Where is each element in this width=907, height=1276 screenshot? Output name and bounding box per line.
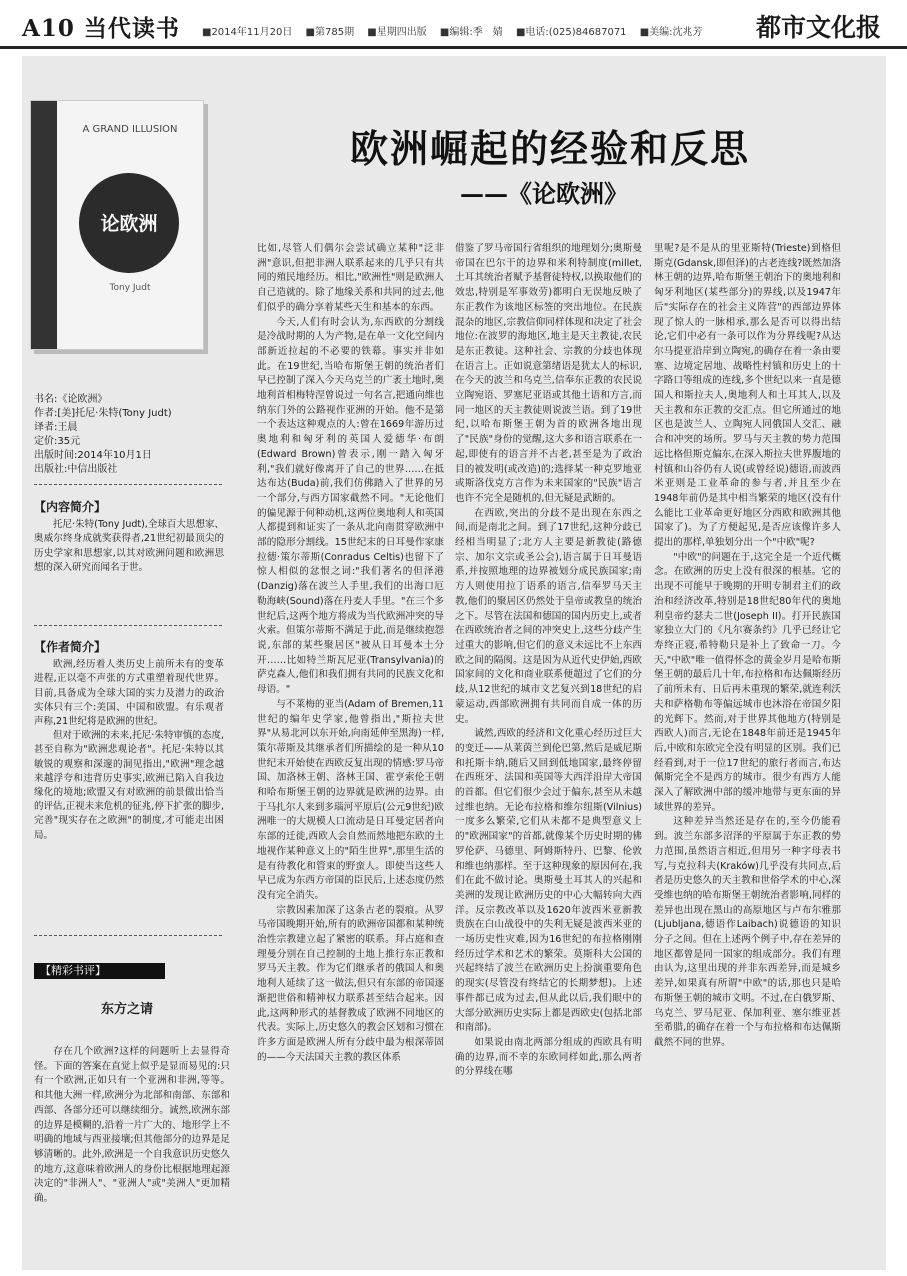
article-subtitle: ——《论欧洲》 xyxy=(460,179,628,208)
review-column xyxy=(34,1045,230,1207)
cover-english-title: A GRAND ILLUSION xyxy=(82,124,178,135)
paragraph: 今天,人们有时会认为,东西欧的分割线是冷战时期的人为产物,是在单一文化空间内部新近拉起的不必要的铁幕。事实并非如此。在19世纪,当哈布斯堡王朝的统治者们早已控制了深入今天乌克兰的广袤土地时,奥地利首相梅特涅曾说过一句名言,把通向维也纳东门外的公路视作亚洲的开始。他不是第一个表达这种观点的人:曾在1669年游历过奥地利和匈牙利的英国人爱德华·布朗(Edward Brown)曾表示,刚一踏入匈牙利,"我们就好像离开了自己的世界……在抵达布达(Buda)前,我们仿佛踏入了世界的另一个部分,与西方国家截然不同。"无论他们的偏见源于何种动机,这两位奥地利人和英国人都提到和证实了一条从北向南贯穿欧洲中部的隐形分割线。15世纪末的日耳曼作家康拉德·策尔蒂斯(Conradus Celtis)也留下了惊人相似的忿恨之词:"我们著名的但泽港(Danzig)落在波兰人手里,我们的出海口厄勒海峡(Sound)落在丹麦人手里。"在三个多世纪后,这两个地方将成为当代欧洲冲突的导火索。但策尔蒂斯不满足于此,而是继续抱怨说,东部的某些聚居区"被从日耳曼本土分开……比如特兰斯瓦尼亚(Transylvania)的萨克森人,他们和我们拥有共同的民族文化和母语。" xyxy=(257,316,444,696)
newspaper-brand: 都市文化报 xyxy=(755,13,881,42)
review-tag: 【精彩书评】 xyxy=(34,963,165,979)
book-price: 定价:35元 xyxy=(34,436,81,447)
editor: ■编辑:季 婧 xyxy=(439,27,503,38)
article-title: 欧洲崛起的经验和反思 xyxy=(349,126,750,171)
intro-heading: 【内容简介】 xyxy=(34,500,107,514)
phone: ■电话:(025)84687071 xyxy=(515,27,627,38)
intro-text: 托尼·朱特(Tony Judt),全球百大思想家、奥威尔终身成就奖获得者,21世纪初最顶尖的历史学家和思想家,以其对欧洲问题和欧洲思想的深入研究而闻名于世。 xyxy=(34,519,224,573)
article-column-3 xyxy=(654,242,841,1051)
book-publisher: 出版社:中信出版社 xyxy=(34,464,118,475)
author-intro xyxy=(34,640,224,843)
author-heading: 【作者简介】 xyxy=(34,640,107,654)
article-column-1 xyxy=(257,242,444,1065)
paragraph: 比如,尽管人们偶尔会尝试确立某种"泛非洲"意识,但把非洲人联系起来的几乎只有共同的殖民地经历。相比,"欧洲性"则是欧洲人自己造就的。除了地缘关系和共同的过去,他们似乎的确分享着某些天生和基本的东西。 xyxy=(257,243,444,313)
cover-title: 论欧洲 xyxy=(100,213,158,235)
paragraph: 诚然,西欧的经济和文化重心经历过巨大的变迁——从莱茵兰到伦巴第,然后是威尼斯和托斯卡纳,随后又回到低地国家,最终停留在西班牙、法国和英国等大西洋沿岸大帝国的首都。但它们很少会过于偏东,甚至从未越过维也纳。无论布拉格和维尔纽斯(Vilnius)一度多么繁荣,它们从未都不是典型意义上的"欧洲国家"的首都,就像某个历史时期的佛罗伦萨、马德里、阿姆斯特丹、巴黎、伦敦和维也纳那样。至于这种现象的原因何在,我们在此不做讨论。奥斯曼土耳其人的兴起和美洲的发现让欧洲历史的中心大幅转向大西洋。反宗教改革以及1620年波西米亚新教贵族在白山战役中的失利无疑是波西米亚的一场历史性灾难,因为16世纪的布拉格刚刚经历过学术和艺术的繁荣。莫斯科大公国的兴起终结了波兰在欧洲历史上扮演重要角色的现实(尽管没有终结它的长期梦想)。上述事件都已成为过去,但从此以后,我们眼中的大部分欧洲历史实际上都是西欧史(包括北部和南部)。 xyxy=(455,728,642,1034)
issue-meta xyxy=(202,23,713,38)
divider xyxy=(34,484,222,485)
paragraph: 如果说由南北两部分组成的西欧具有明确的边界,而不幸的东欧同样如此,那么两者的分界线在哪 xyxy=(455,1036,642,1078)
divider xyxy=(34,935,222,936)
content-intro xyxy=(34,500,224,575)
divider xyxy=(34,625,222,626)
book-cover xyxy=(30,100,204,350)
book-info xyxy=(34,393,224,477)
book-spine xyxy=(31,101,57,349)
book-author: 作者:[美]托尼·朱特(Tony Judt) xyxy=(34,408,172,419)
article-column-2 xyxy=(455,242,642,1080)
book-name: 书名:《论欧洲》 xyxy=(34,394,108,405)
issue-weekday: ■星期四出版 xyxy=(367,27,427,38)
paragraph: 与不莱梅的亚当(Adam of Bremen,11世纪的编年史学家,他曾指出,"斯拉夫世界"从易北河以东开始,向南延伸至黑海)一样,策尔蒂斯及其继承者们所描绘的是一种从10世纪末开始使在西欧反复出现的情感:罗马帝国、加洛林王朝、洛林王国、霍亨索伦王朝和哈布斯堡王朝的边界就是欧洲的边界。由于马扎尔人来到多瑙河平原后(公元9世纪)欧洲唯一的大规模人口流动是日耳曼定居者向东部的迁徙,西欧人会自然而然地把东欧的土地视作某种意义上的"陌生世界",那里生活的是有待教化和管束的野蛮人。即使当这些人早已成为东西方帝国的臣民后,上述态度仍然没有完全消失。 xyxy=(257,698,444,901)
paragraph: 这种差异当然还是存在的,至今仍能看到。波兰东部多沼泽的平原属于东正教的势力范围,虽然语言相近,但用另一种字母表书写,与克拉科夫(Kraków)几乎没有共同点,后者是历史悠久的天主教和世俗学术的中心,深受维也纳的哈布斯堡王朝统治者影响,同样的差异也出现在黑山的高原地区与卢布尔雅那(Ljubljana,德语作Laibach)说德语的知识分子之间。但在上述两个例子中,存在差异的地区都曾是同一国家的组成部分。我们有理由认为,这里出现的并非东西差异,而是城乡差异,如果真有所谓"中欧"的话,那也只是哈布斯堡王朝的城市文明。不过,在白俄罗斯、乌克兰、罗马尼亚、保加利亚、塞尔维亚甚至希腊,的确存在着一个与布拉格和布达佩斯截然不同的世界。 xyxy=(654,816,841,1048)
author-text-2: 但对于欧洲的未来,托尼·朱特审慎的态度,甚至自称为"欧洲悲观论者"。托尼·朱特以其敏锐的观察和深邃的洞见指出,"欧洲"理念越来越浮夸和违背历史事实,欧洲已陷入自我边缘化的境地;欧盟又有对欧洲的前景做出恰当的评估,正视未来危机的征兆,停下扩张的脚步,完善"现实存在之欧洲"的制度,才可能走出困局。 xyxy=(34,730,224,841)
section-title: A10 当代读书 xyxy=(22,15,180,42)
issue-number: ■第785期 xyxy=(305,27,355,38)
review-title: 东方之请 xyxy=(100,1002,153,1017)
book-date: 出版时间:2014年10月1日 xyxy=(34,450,152,461)
paragraph: 里呢?是不是从的里亚斯特(Trieste)到格但斯克(Gdansk,即但泽)的古老连线?既然加洛林王朝的边界,哈布斯堡王朝治下的奥地利和匈牙利地区(某些部分)的界线,以及1947年后"实际存在的社会主义阵营"的西部边界体现了惊人的一脉相承,那么是否可以得出结论,它们中必有一条可以作为分界线呢?从达尔马提亚沿岸到立陶宛,的确存在着一条由要塞、边境定居地、战略性村镇和历史上的十字路口等组成的连线,多个世纪以来一直是德国人和斯拉夫人,奥地利人和土耳其人,以及天主教和东正教的交汇点。但它所通过的地区也是波兰人、立陶宛人同俄国人交汇、融合和冲突的场所。罗马与天主教的势力范围远比格但斯克偏东,在深入斯拉夫世界腹地的村镇和山谷仍有人说(或曾经说)德语,而波西米亚则是工业革命的参与者,并且至少在1948年前仍是其中相当繁荣的地区(没有什么能比工业革命更好地区分西欧和欧洲其他国家了)。为了方便起见,是否应该像许多人提出的那样,单独划分出一个"中欧"呢? xyxy=(654,243,841,549)
paragraph: "中欧"的问题在于,这完全是一个近代概念。在欧洲的历史上没有很深的根基。它的出现不可能早于晚期的开明专制君主们的政治和经济改革,特别是18世纪80年代的奥地利皇帝约瑟夫二世(Joseph II)。打开民族国家独立大门的《凡尔赛条约》几乎已经让它寿终正寝,希特勒只是补上了致命一刀。今天,"中欧"唯一值得怀念的黄金岁月是哈布斯堡王朝的最后几十年,布拉格和布达佩斯经历了前所未有、日后再未重现的繁荣,就连利沃夫和萨格勒布等偏远城市也沐浴在帝国夕阳的光辉下。然而,对于世界其他地方(特别是西欧人)而言,无论在1848年前还是1945年后,中欧和东欧完全没有明显的区别。我们已经看到,对于一位17世纪的旅行者而言,布达佩斯完全不是西方的城市。很少有西方人能深入了解欧洲中部的缓冲地带与更东面的异域世界的差异。 xyxy=(654,551,841,813)
review-text: 存在几个欧洲?这样的问题听上去显得奇怪。下面的答案在直觉上似乎是显而易见的:只有一个欧洲,正如只有一个亚洲和非洲,等等。和其他大洲一样,欧洲分为北部和南部、东部和西部、各部分还可以继续细分。诚然,欧洲东部的边界是模糊的,沿着一片广大的、地形学上不明确的地域与西亚接壤;但其他部分的边界是足够清晰的。此外,欧洲是一个自我意识历史悠久的地方,这意味着欧洲人的身份比根据地理起源决定的"非洲人"、"亚洲人"或"美洲人"更加精确。 xyxy=(34,1046,230,1205)
designer: ■美编:沈兆芳 xyxy=(639,27,703,38)
author-text-1: 欧洲,经历着人类历史上前所未有的变革进程,正以毫不声张的方式重塑着现代世界。目前,具备成为全球大国的实力及潜力的政治实体只有三个:美国、中国和欧盟。有乐观者声称,21世纪将是欧洲的世纪。 xyxy=(34,659,224,728)
book-translator: 译者:王晨 xyxy=(34,422,78,433)
cover-author: Tony Judt xyxy=(109,283,151,293)
paragraph: 在西欧,突出的分歧不是出现在东西之间,而是南北之间。到了17世纪,这种分歧已经相当明显了;北方人主要是新教徒(路德宗、加尔文宗或圣公会),语言属于日耳曼语系,并按照地理的边界被划分成民族国家;南方人则使用拉丁语系的语言,信奉罗马天主教,他们的聚居区仍然处于皇帝或教皇的统治之下。尽管在法国和德国的国内历史上,或者在西欧统治者之间的冲突史上,这些分歧产生过重大的影响,但它们的意义未远比不上东西欧之间的隔阂。这是因为从近代史伊始,西欧国家间的文化和商业联系便超过了它们的分歧,从12世纪的城市文艺复兴到18世纪的启蒙运动,西部欧洲拥有共同而自成一体的历史。 xyxy=(455,507,642,725)
page-header xyxy=(0,0,907,49)
issue-date: ■2014年11月20日 xyxy=(202,27,293,38)
paragraph: 宗教因素加深了这条古老的裂痕。从罗马帝国晚期开始,所有的欧洲帝国都和某种统治性宗教建立起了紧密的联系。拜占庭和查理曼分别在自己控制的土地上推行东正教和罗马天主教。作为它们继承者的俄国人和奥地利人延续了这一做法,但只有东部的帝国逐渐把世俗和精神权力联系甚至结合起来。因此,这两种形式的基督教成了欧洲不同地区的代表。实际上,历史悠久的教会区划和习惯在许多方面是欧洲人所有分歧中最为根深蒂固的——今天法国天主教的教区体系 xyxy=(257,904,444,1063)
paragraph: 借鉴了罗马帝国行省组织的地理划分;奥斯曼帝国在巴尔干的边界和米利特制度(millet,土耳其统治者赋予基督徒特权,以换取他们的效忠,特别是军事效劳)都明白无误地反映了东正教作为该地区标签的突出地位。在民族混杂的地区,宗教信仰同样体现和决定了社会地位:在波罗的海地区,地主是天主教徒,农民是东正教徒。这种社会、宗教的分歧也体现在语言上。正如说意第绪语是犹太人的标识,在今天的波兰和乌克兰,信奉东正教的农民说立陶宛语、罗塞尼亚语或其他土语和方言,而同一地区的天主教徒则说波兰语。到了19世纪,以哈布斯堡王朝为首的欧洲各地出现了"民族"身份的觉醒,这大多和语言联系在一起,即使有的语言并不古老,甚至是为了政治目的被发明(或改造)的;选择某一种克罗地亚或斯洛伐克方言作为未来国家的"民族"语言也许不完全是随机的,但无疑是武断的。 xyxy=(455,243,642,504)
